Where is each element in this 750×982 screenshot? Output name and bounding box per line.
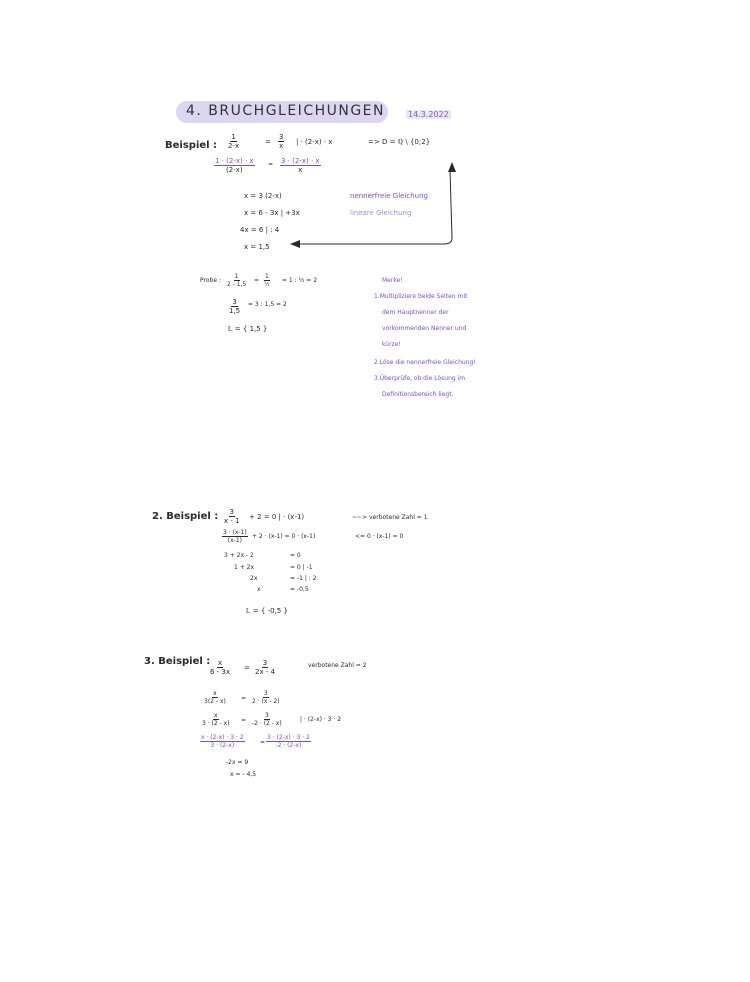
equals-sign: = (244, 664, 250, 672)
ex1-fraction-left: $\frac{1}{2-x}$ (228, 133, 240, 150)
equals-sign: = (268, 161, 274, 168)
ex1-step3: 4x = 6 | : 4 (240, 226, 280, 234)
example3-label: 3. Beispiel : (144, 656, 211, 667)
ex3-line4-left: $\frac{x \cdot (2-x) \cdot 3 \cdot 2}{3 \cdot (2-x)}$ (201, 734, 244, 749)
example2-label: 2. Beispiel : (152, 511, 219, 522)
ex2-step1-right: = 0 (290, 552, 301, 559)
ex3-line3-left: $\frac{x}{3 \cdot (2 - x)}$ (202, 712, 230, 727)
ex3-fraction-left: $\frac{x}{6 - 3x}$ (210, 659, 231, 676)
probe2-result: = 3 : 1,5 = 2 (248, 301, 287, 308)
ex2-fraction: $\frac{3}{x - 1}$ (224, 508, 240, 525)
ex1-multiplier: | · (2-x) · x (296, 138, 333, 146)
merke-title: Merke! (382, 277, 403, 284)
ex3-line3-multiplier: | · (2-x) · 3 · 2 (300, 716, 342, 723)
ex2-step2-right: = 0 | -1 (290, 564, 313, 571)
ex3-step1: -2x = 9 (226, 759, 249, 766)
merke-line: 3.Überprüfe, ob die Lösung im (374, 375, 466, 382)
ex3-line2-left: $\frac{x}{3(2 - x)}$ (204, 690, 226, 705)
example1-label: Beispiel : (165, 140, 218, 151)
ex1-fraction-right: $\frac{3}{x}$ (279, 133, 284, 150)
equals-sign: = (265, 138, 271, 146)
ex2-step3-right: = -1 | : 2 (290, 575, 317, 582)
ex2-step4: x (257, 586, 261, 593)
probe-result: = 1 : ½ = 2 (282, 277, 318, 284)
merke-line: 2.Löse die nennerfreie Gleichung! (374, 359, 476, 366)
ex2-line2: + 2 · (x-1) = 0 · (x-1) (252, 533, 316, 540)
ex1-line2-left: $\frac{1 \cdot (2-x) \cdot x}{(2-x)}$ (215, 157, 254, 174)
page-title: 4. BRUCHGLEICHUNGEN (186, 103, 386, 119)
ex1-step4: x = 1,5 (244, 243, 270, 251)
ex1-solution: 𝕃 = { 1,5 } (228, 325, 268, 333)
ex1-note-linear: lineare Gleichung (350, 209, 412, 217)
ex3-line3-right: $\frac{3}{-2 \cdot (2 - x)}$ (252, 712, 282, 727)
ex2-step3: 2x (250, 575, 258, 582)
equals-sign: = (254, 277, 260, 284)
ex3-line2-right: $\frac{3}{2 \cdot (x - 2)}$ (252, 690, 280, 705)
ex1-step2: x = 6 - 3x | +3x (244, 209, 300, 217)
merke-line: vorkommenden Nenner und (382, 325, 467, 332)
merke-line: 1.Multipliziere beide Seiten mit (374, 293, 468, 300)
ex3-fraction-right: $\frac{3}{2x - 4}$ (255, 659, 276, 676)
ex2-step2: 1 + 2x (234, 564, 255, 571)
equals-sign: = (241, 717, 247, 724)
merke-line: dem Hauptnenner der (382, 309, 449, 316)
probe2-fraction: $\frac{3}{1,5}$ (229, 298, 241, 315)
merke-line: Definitionsbereich liegt. (382, 391, 454, 398)
ex2-line2-fraction: $\frac{3 \cdot (x-1)}{(x-1)}$ (223, 529, 247, 544)
ex1-note-nennerfrei: nennerfreie Gleichung (350, 192, 428, 200)
ex2-step4-right: = -0,5 (290, 586, 309, 593)
probe-fraction1: $\frac{1}{2 - 1,5}$ (227, 273, 247, 288)
ex1-step1: x = 3 (2-x) (244, 192, 282, 200)
equals-sign: = (241, 695, 247, 702)
probe-fraction2: 1 ½ (264, 273, 270, 288)
ex1-definition: => D = ℚ \ {0;2} (368, 138, 431, 146)
equals-sign: = (260, 739, 266, 746)
ex2-rest: + 2 = 0 | · (x-1) (249, 513, 305, 521)
ex3-line4-right: $\frac{3 \cdot (2-x) \cdot 3 \cdot 2}{-2 \cdot (2-x)}$ (267, 734, 310, 749)
ex1-line2-right: $\frac{3 \cdot (2-x) \cdot x}{x}$ (281, 157, 320, 174)
date-label: 14.3.2022 (408, 110, 449, 119)
ex2-step1: 3 + 2x - 2 (224, 552, 254, 559)
merke-line: kürze! (382, 341, 401, 348)
ex2-line2-end: <= 0 · (x-1) = 0 (355, 533, 404, 540)
ex2-solution: 𝕃 = { -0,5 } (246, 607, 288, 615)
ex3-step2: x = - 4,5 (230, 771, 257, 778)
ex2-forbidden: ~~> verbotene Zahl = 1 (352, 514, 428, 521)
probe-label: Probe : (200, 277, 221, 284)
ex3-forbidden: verbotene Zahl = 2 (308, 662, 367, 669)
